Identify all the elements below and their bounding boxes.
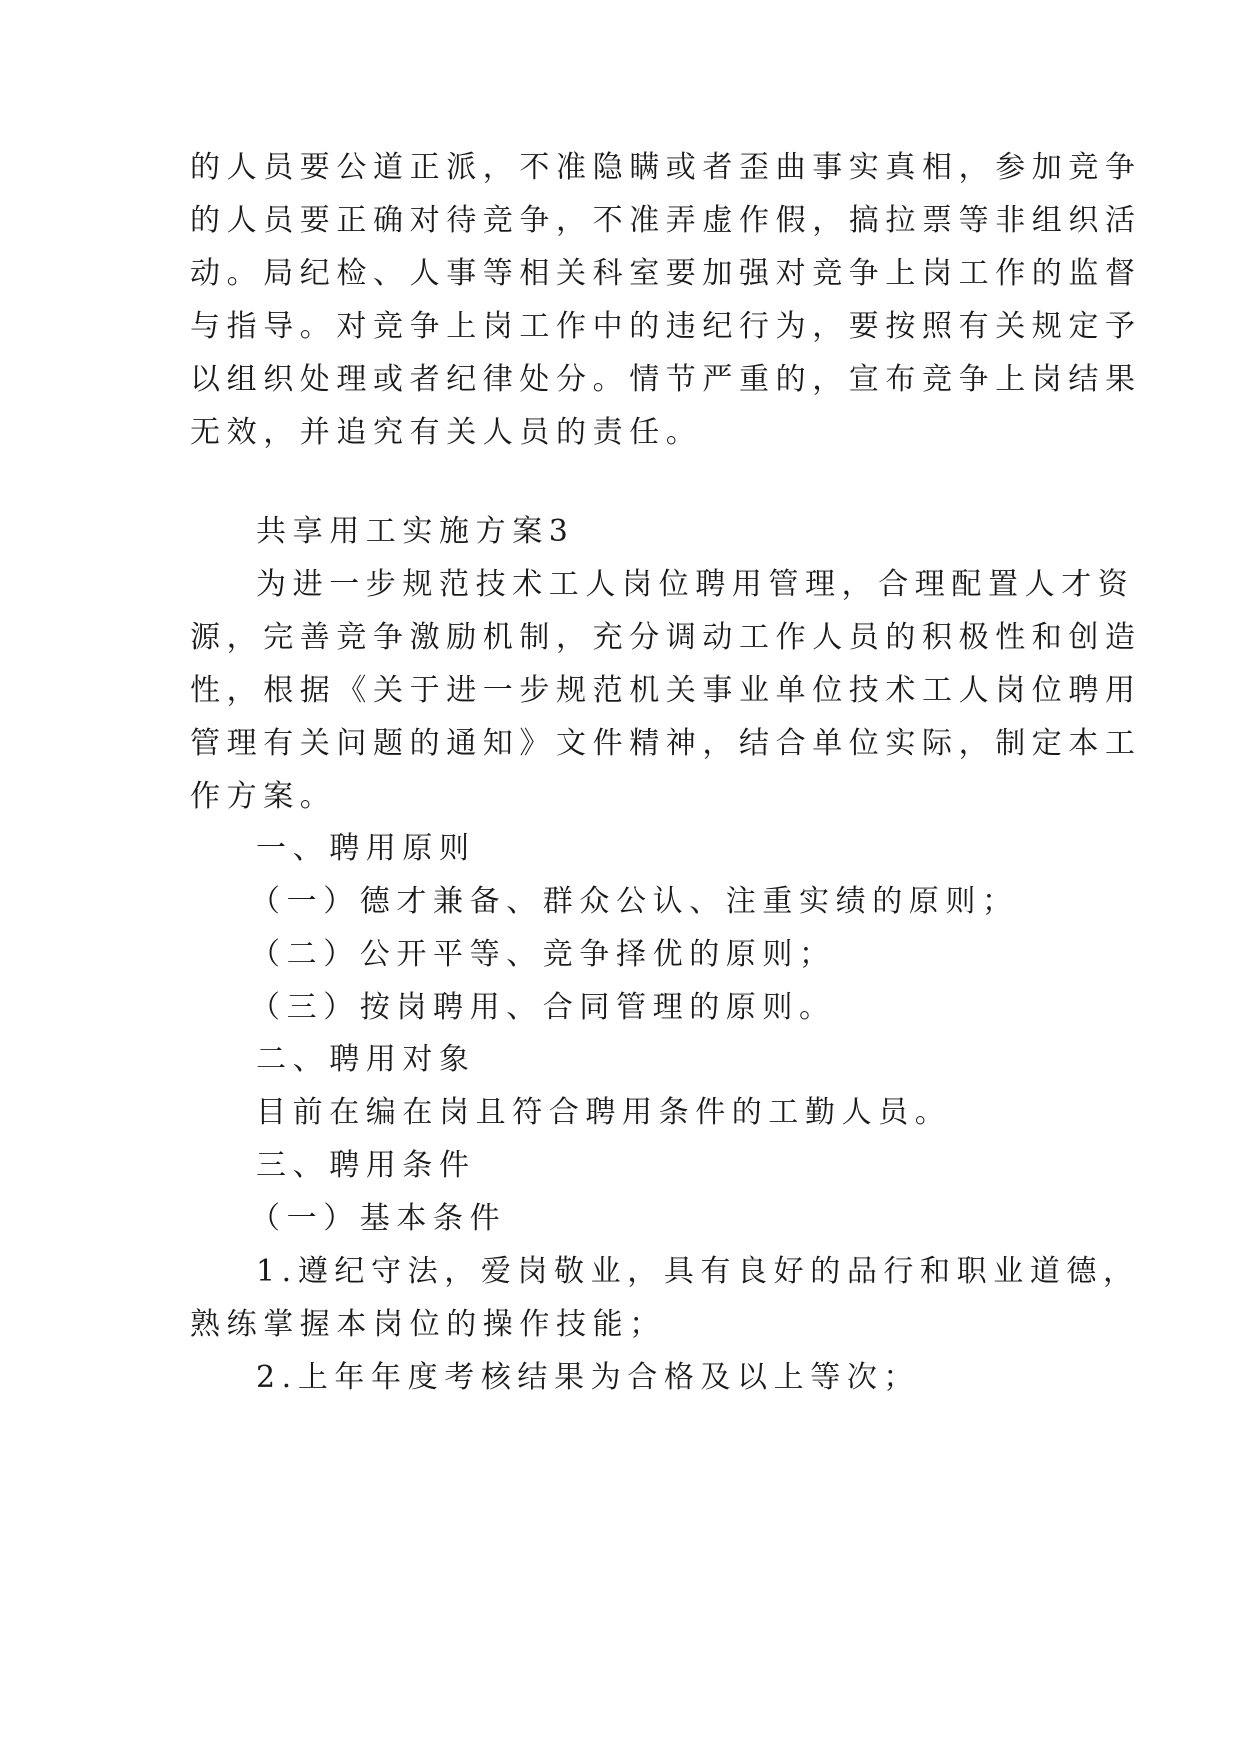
paragraph-line: 的人员要公道正派，不准隐瞒或者歪曲事实真相，参加竞争 — [190, 150, 1142, 185]
list-item: （二）公开平等、竞争择优的原则； — [250, 937, 836, 972]
paragraph-line: 熟练掌握本岗位的操作技能； — [190, 1307, 666, 1342]
section-heading: 二、聘用对象 — [256, 1042, 476, 1077]
paragraph-line: 为进一步规范技术工人岗位聘用管理，合理配置人才资 — [256, 567, 1135, 602]
paragraph-line: 无效，并追究有关人员的责任。 — [190, 415, 703, 450]
list-item: （一）德才兼备、群众公认、注重实绩的原则； — [250, 884, 1019, 919]
section-heading: 三、聘用条件 — [256, 1148, 476, 1183]
paragraph-line: 的人员要正确对待竞争，不准弄虚作假，搞拉票等非组织活 — [190, 203, 1142, 238]
section-heading: 一、聘用原则 — [256, 831, 476, 866]
list-item: 1.遵纪守法，爱岗敬业，具有良好的品行和职业道德， — [256, 1254, 1140, 1289]
list-item: （三）按岗聘用、合同管理的原则。 — [250, 990, 836, 1025]
paragraph-line: 作方案。 — [190, 779, 337, 814]
document-title: 共享用工实施方案3 — [256, 514, 575, 549]
paragraph-line: 管理有关问题的通知》文件精神，结合单位实际，制定本工 — [190, 726, 1142, 761]
paragraph-line: 以组织处理或者纪律处分。情节严重的，宣布竞争上岗结果 — [190, 362, 1142, 397]
paragraph-line: 性，根据《关于进一步规范机关事业单位技术工人岗位聘用 — [190, 673, 1142, 708]
sub-heading: （一）基本条件 — [250, 1201, 507, 1236]
paragraph-line: 源，完善竞争激励机制，充分调动工作人员的积极性和创造 — [190, 620, 1142, 655]
list-item: 2.上年年度考核结果为合格及以上等次； — [256, 1360, 921, 1395]
paragraph-line: 目前在编在岗且符合聘用条件的工勤人员。 — [256, 1095, 952, 1130]
paragraph-line: 与指导。对竞争上岗工作中的违纪行为，要按照有关规定予 — [190, 309, 1142, 344]
paragraph-line: 动。局纪检、人事等相关科室要加强对竞争上岗工作的监督 — [190, 256, 1142, 291]
